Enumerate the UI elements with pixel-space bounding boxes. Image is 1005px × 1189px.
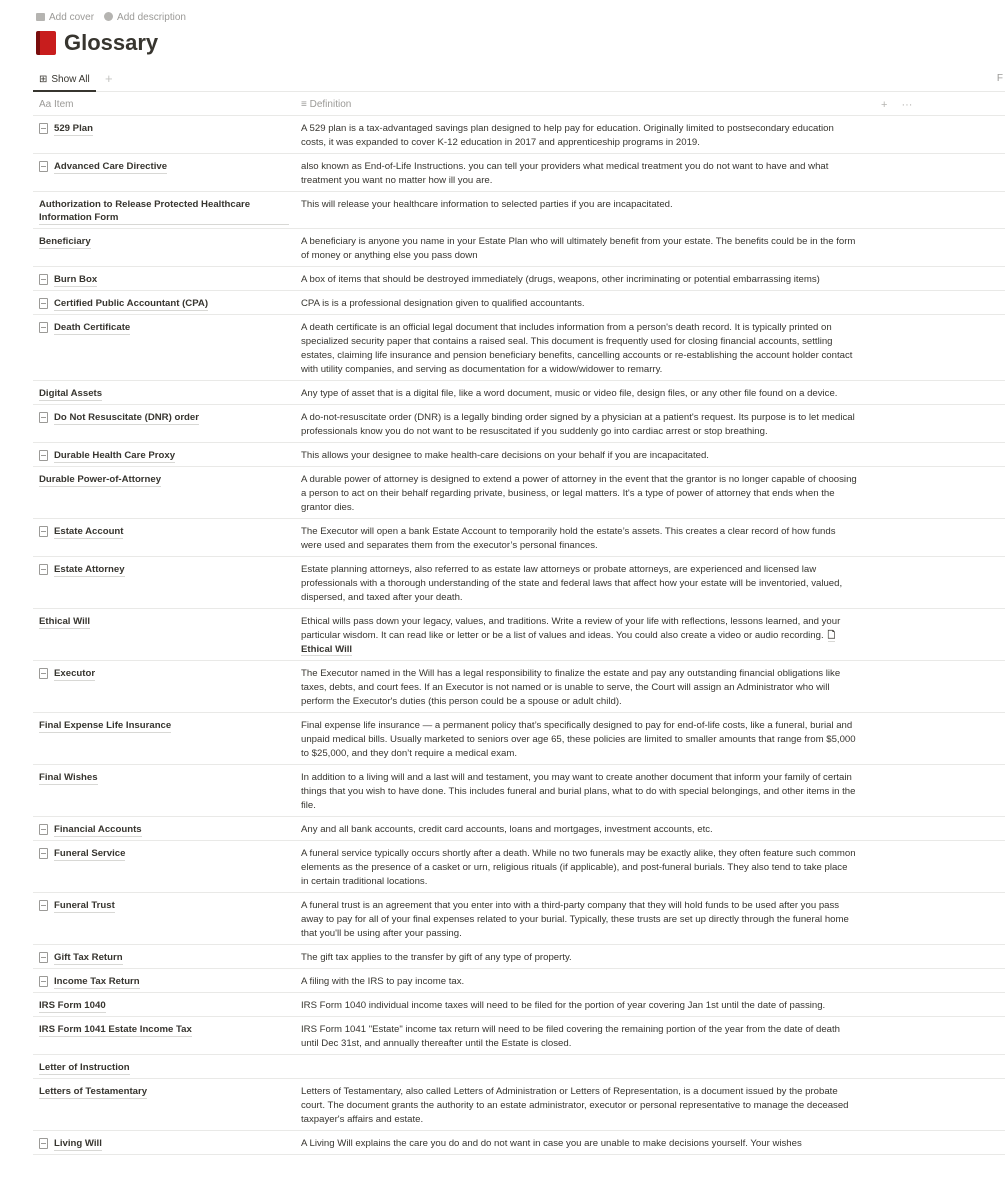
item-title[interactable]: Durable Power-of-Attorney (39, 474, 162, 485)
item-cell[interactable] (33, 273, 295, 287)
definition-cell[interactable] (295, 449, 875, 463)
page-icon (39, 526, 48, 537)
item-title[interactable]: Final Expense Life Insurance (39, 720, 172, 731)
definition-text: A Living Will explains the care you do and do not want in case you are unable to make decisions yourself. Your wishes (301, 1138, 802, 1149)
item-title[interactable]: IRS Form 1040 (39, 1000, 106, 1011)
page-icon (39, 900, 48, 911)
table-row[interactable] (33, 267, 1005, 291)
red-book-icon[interactable] (36, 31, 56, 55)
item-cell[interactable] (33, 975, 295, 989)
text-property-icon: ≡ (301, 99, 307, 110)
definition-cell[interactable] (295, 198, 875, 225)
table-row[interactable] (33, 519, 1005, 557)
table-row[interactable] (33, 1131, 1005, 1155)
definition-cell[interactable] (295, 823, 875, 837)
item-title[interactable]: Letters of Testamentary (39, 1086, 148, 1097)
item-cell[interactable] (33, 235, 295, 263)
item-title[interactable]: Estate Attorney (54, 564, 125, 575)
table-row[interactable] (33, 154, 1005, 192)
item-cell[interactable] (33, 297, 295, 311)
definition-cell[interactable] (295, 847, 875, 889)
item-cell[interactable] (33, 160, 295, 188)
item-title[interactable]: Authorization to Release Protected Healthcare Information Form (39, 198, 289, 225)
table-row[interactable] (33, 609, 1005, 661)
item-title[interactable]: Ethical Will (39, 616, 91, 627)
definition-cell[interactable] (295, 951, 875, 965)
item-cell[interactable] (33, 1061, 295, 1075)
definition-text: CPA is is a professional designation given to qualified accountants. (301, 298, 585, 309)
table-row[interactable] (33, 893, 1005, 945)
page-icon (39, 161, 48, 172)
item-title[interactable]: Executor (54, 668, 96, 679)
table-row[interactable] (33, 443, 1005, 467)
table-row[interactable] (33, 945, 1005, 969)
item-cell[interactable] (33, 615, 295, 657)
item-title[interactable]: Final Wishes (39, 772, 98, 783)
table-row[interactable] (33, 661, 1005, 713)
definition-cell[interactable] (295, 899, 875, 941)
definition-cell[interactable] (295, 235, 875, 263)
item-title[interactable]: Burn Box (54, 274, 98, 285)
item-title[interactable]: Durable Health Care Proxy (54, 450, 176, 461)
table-row[interactable] (33, 817, 1005, 841)
table-row[interactable] (33, 765, 1005, 817)
definition-text: This will release your healthcare information to selected parties if you are incapacitated. (301, 199, 673, 210)
page-icon (39, 668, 48, 679)
item-title[interactable]: Funeral Trust (54, 900, 115, 911)
item-cell[interactable] (33, 411, 295, 439)
definition-text: A beneficiary is anyone you name in your Estate Plan who will ultimately benefit from your estate. The benefits could be in the form of money or anything else you pass down (301, 236, 856, 261)
definition-text: A death certificate is an official legal document that includes information from a person's death record. It is typically printed on specialized security paper that contains a raised seal. This document is frequently used for closing financial accounts, settling estates, claiming life insurance and pension beneficiary benefits, cancelling accounts or re-establishing the account holder contact with utility companies, and serving as documentation for a widow/widower to remarry. (301, 322, 853, 375)
toolbar-clipped-label[interactable]: F (996, 73, 1003, 84)
definition-text: Estate planning attorneys, also referred to as estate law attorneys or probate attorneys, are experienced and licensed law professionals with a thorough understanding of the state and federal laws that affect how your estate will be inventoried, valued, dispersed, and taxed after your death. (301, 564, 843, 603)
item-title[interactable]: Estate Account (54, 526, 124, 537)
page-mention-link[interactable]: 🗋 Ethical Will (301, 630, 836, 655)
definition-text: A funeral trust is an agreement that you enter into with a third-party company that they will hold funds to be used after you pass away to pay for all of your final expenses related to your burial. Typically, these trusts are set up directly through the funeral home that you'll be using after your passing. (301, 900, 849, 939)
definition-cell[interactable] (295, 1023, 875, 1051)
item-cell[interactable] (33, 667, 295, 709)
table-icon: ⊞ (39, 73, 48, 85)
item-cell[interactable] (33, 122, 295, 150)
info-icon (104, 12, 113, 21)
definition-text: This allows your designee to make health-care decisions on your behalf if you are incapacitated. (301, 450, 709, 461)
page-icon (39, 976, 48, 987)
definition-cell[interactable] (295, 473, 875, 515)
glossary-table (33, 94, 1005, 1155)
item-title[interactable]: Living Will (54, 1138, 102, 1149)
add-column-button[interactable]: + (881, 98, 888, 111)
definition-cell[interactable] (295, 297, 875, 311)
definition-cell[interactable] (295, 525, 875, 553)
definition-cell[interactable] (295, 1061, 875, 1075)
table-row[interactable] (33, 841, 1005, 893)
definition-cell[interactable] (295, 387, 875, 401)
page-icon (39, 1138, 48, 1149)
definition-text: The Executor named in the Will has a legal responsibility to finalize the estate and pay any outstanding financial obligations like taxes, debts, and court fees. If an Executor is not named or is unable to serve, the Court will assign an Administrator who will perform the Executor's duties (this person could be a spouse or adult child). (301, 668, 841, 707)
definition-text: A box of items that should be destroyed immediately (drugs, weapons, other incriminating or potential embarrassing items) (301, 274, 820, 285)
definition-text: The gift tax applies to the transfer by gift of any type of property. (301, 952, 572, 963)
item-title[interactable]: Funeral Service (54, 848, 126, 859)
page-icon (39, 322, 48, 333)
table-row[interactable] (33, 557, 1005, 609)
definition-text: A durable power of attorney is designed to extend a power of attorney in the event that the grantor is no longer capable of choosing a person to act on their behalf regarding private, business, or legal matters. It's a type of power of attorney that ends when the grantor dies. (301, 474, 857, 513)
item-title[interactable]: Financial Accounts (54, 824, 142, 835)
image-icon (36, 13, 45, 21)
definition-text: also known as End-of-Life Instructions. you can tell your providers what medical treatment you do not want to have and what treatment you want no matter how ill you are. (301, 161, 829, 186)
add-cover-button[interactable]: Add cover (36, 12, 94, 23)
item-cell[interactable] (33, 999, 295, 1013)
table-row[interactable] (33, 116, 1005, 154)
definition-cell[interactable] (295, 273, 875, 287)
page-icon (39, 952, 48, 963)
item-title[interactable]: Income Tax Return (54, 976, 140, 987)
page-icon (39, 412, 48, 423)
page-icon (39, 824, 48, 835)
definition-text: In addition to a living will and a last will and testament, you may want to create another document that inform your family of certain things that you wish to have done. This includes funeral and burial plans, what to do with special belongings, and other items in the file. (301, 772, 856, 811)
page-controls (36, 12, 186, 23)
table-row[interactable] (33, 993, 1005, 1017)
definition-cell[interactable] (295, 975, 875, 989)
definition-cell[interactable] (295, 160, 875, 188)
item-title[interactable]: Do Not Resuscitate (DNR) order (54, 412, 199, 423)
item-cell[interactable] (33, 719, 295, 761)
definition-cell[interactable] (295, 771, 875, 813)
page-title (36, 30, 158, 56)
page-icon (39, 123, 48, 134)
definition-text: A do-not-resuscitate order (DNR) is a legally binding order signed by a physician at a patient's request. Its purpose is to let medical professionals know you do not want to be resuscitated if you suddenly go into cardiac arrest or stop breathing. (301, 412, 855, 437)
table-row[interactable] (33, 381, 1005, 405)
tab-show-all[interactable]: ⊞ Show All (33, 68, 96, 92)
table-row[interactable] (33, 713, 1005, 765)
column-header-definition[interactable]: ≡ Definition (301, 99, 352, 110)
page-icon (39, 564, 48, 575)
definition-cell[interactable] (295, 719, 875, 761)
item-title[interactable]: Beneficiary (39, 236, 91, 247)
table-row[interactable] (33, 1079, 1005, 1131)
item-title[interactable]: 529 Plan (54, 123, 93, 134)
item-cell[interactable] (33, 525, 295, 553)
page-icon (39, 450, 48, 461)
item-cell[interactable] (33, 198, 295, 225)
definition-text: A filing with the IRS to pay income tax. (301, 976, 465, 987)
page-icon (39, 848, 48, 859)
definition-text: Letters of Testamentary, also called Letters of Administration or Letters of Representation, is a document issued by the probate court. The document grants the authority to an estate administrator, executor or personal representative to manage the deceased taxpayer's affairs and estate. (301, 1086, 849, 1125)
item-cell[interactable] (33, 771, 295, 813)
definition-text: IRS Form 1040 individual income taxes will need to be filed for the portion of year covering Jan 1st until the date of passing. (301, 1000, 826, 1011)
definition-text: Final expense life insurance — a permanent policy that’s specifically designed to pay for end-of-life costs, like a funeral, burial and unpaid medical bills. Usually marketed to seniors over age 65, these policies are limited to smaller amounts that range from $5,000 to $25,000, and they don’t require a medical exam. (301, 720, 856, 759)
definition-text: A 529 plan is a tax-advantaged savings plan designed to help pay for education. Originally limited to postsecondary education costs, it was expanded to cover K-12 education in 2017 and apprenticeship programs in 2019. (301, 123, 834, 148)
item-cell[interactable] (33, 321, 295, 377)
definition-text: Ethical wills pass down your legacy, values, and traditions. Write a review of your life with reflections, lessons learned, and your particular wisdom. It can read like or letter or be a list of values and ideas. You could also create a video or audio recording. (301, 616, 841, 641)
definition-cell[interactable] (295, 1085, 875, 1127)
definition-text: Any type of asset that is a digital file, like a word document, music or video file, design files, or any other file found on a device. (301, 388, 838, 399)
page-link-icon: 🗋 (827, 630, 836, 641)
item-title[interactable]: Letter of Instruction (39, 1062, 130, 1073)
item-title[interactable]: Certified Public Accountant (CPA) (54, 298, 209, 309)
definition-cell[interactable] (295, 615, 875, 657)
item-cell[interactable] (33, 899, 295, 941)
table-row[interactable] (33, 969, 1005, 993)
definition-cell[interactable] (295, 1137, 875, 1151)
definition-cell[interactable] (295, 563, 875, 605)
definition-text: The Executor will open a bank Estate Account to temporarily hold the estate’s assets. This creates a clear record of how funds were used and separates them from the executor’s personal finances. (301, 526, 836, 551)
item-cell[interactable] (33, 563, 295, 605)
table-row[interactable] (33, 1055, 1005, 1079)
table-row[interactable] (33, 192, 1005, 229)
view-tabs (33, 68, 1005, 92)
item-cell[interactable] (33, 1085, 295, 1127)
table-row[interactable] (33, 315, 1005, 381)
definition-text: A funeral service typically occurs shortly after a death. While no two funerals may be exactly alike, they often feature such common elements as the presence of a casket or urn, religious rituals (if applicable), and post-funeral burials. They also tend to take place in certain traditional locations. (301, 848, 856, 887)
item-cell[interactable] (33, 847, 295, 889)
item-cell[interactable] (33, 951, 295, 965)
page-icon (39, 298, 48, 309)
add-view-button[interactable]: + (105, 71, 113, 86)
definition-text: Any and all bank accounts, credit card accounts, loans and mortgages, investment accounts, etc. (301, 824, 713, 835)
title-property-icon: Aa (39, 99, 52, 110)
item-title[interactable]: Advanced Care Directive (54, 161, 168, 172)
item-cell[interactable] (33, 823, 295, 837)
page-icon (39, 274, 48, 285)
definition-cell[interactable] (295, 999, 875, 1013)
definition-text: IRS Form 1041 "Estate" income tax return will need to be filed covering the remaining portion of the year from the date of death until Dec 31st, and annually thereafter until the Estate is closed. (301, 1024, 841, 1049)
item-cell[interactable] (33, 387, 295, 401)
item-title[interactable]: Gift Tax Return (54, 952, 123, 963)
column-header-item[interactable]: Aa Item (39, 99, 74, 110)
table-row[interactable] (33, 1017, 1005, 1055)
item-cell[interactable] (33, 449, 295, 463)
item-title[interactable]: Death Certificate (54, 322, 131, 333)
item-cell[interactable] (33, 1023, 295, 1051)
table-row[interactable] (33, 291, 1005, 315)
page-title-text[interactable]: Glossary (64, 30, 159, 55)
table-row[interactable] (33, 467, 1005, 519)
definition-cell[interactable] (295, 667, 875, 709)
table-header (33, 94, 1005, 116)
definition-cell[interactable] (295, 411, 875, 439)
table-row[interactable] (33, 405, 1005, 443)
item-cell[interactable] (33, 1137, 295, 1151)
item-title[interactable]: Digital Assets (39, 388, 103, 399)
item-title[interactable]: IRS Form 1041 Estate Income Tax (39, 1024, 192, 1035)
table-row[interactable] (33, 229, 1005, 267)
more-options-button[interactable]: ··· (901, 98, 913, 111)
add-description-button[interactable]: Add description (104, 12, 186, 23)
definition-cell[interactable] (295, 122, 875, 150)
item-cell[interactable] (33, 473, 295, 515)
definition-cell[interactable] (295, 321, 875, 377)
